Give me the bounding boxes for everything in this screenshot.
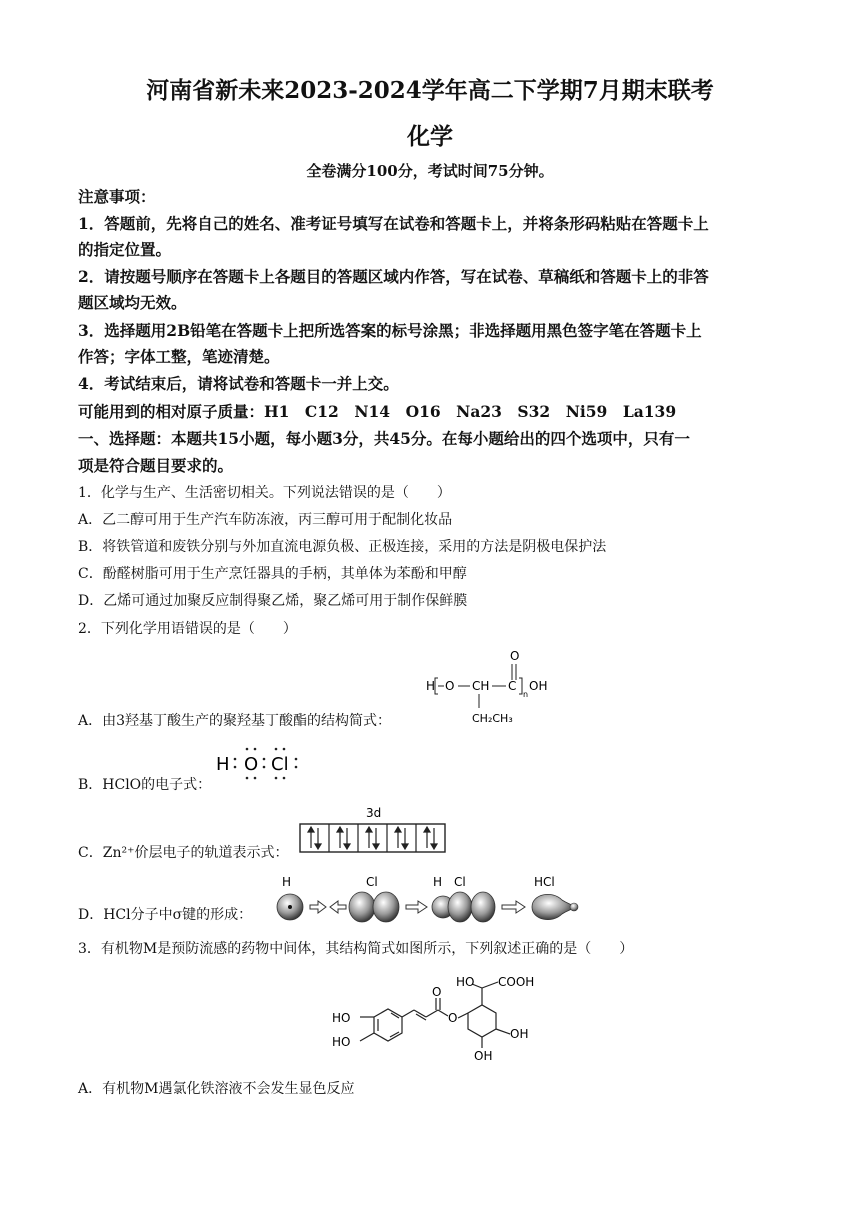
polymer-ethyl: CH₂CH₃ xyxy=(472,712,513,725)
q2-option-b: B．HClO的电子式： xyxy=(78,777,212,793)
q2-option-c: C．Zn²⁺价层电子的轨道表示式： xyxy=(78,845,289,861)
exam-title: 河南省新未来2023-2024学年高二下学期7月期末联考 xyxy=(146,77,714,104)
note-4: 4．考试结束后，请将试卷和答题卡一并上交。 xyxy=(78,374,399,393)
q3-ho-2: HO xyxy=(332,1035,351,1049)
polymer-ch: CH xyxy=(472,679,490,693)
q3-oh-2: OH xyxy=(474,1049,493,1063)
q3-carbonyl-o: O xyxy=(432,985,442,999)
note-3b: 作答；字体工整，笔迹清楚。 xyxy=(78,347,280,366)
q2-stem: 2．下列化学用语错误的是（ ） xyxy=(78,621,297,637)
q2-option-d: D．HCl分子中σ键的形成： xyxy=(78,907,253,923)
note-3a: 3．选择题用2B铅笔在答题卡上把所选答案的标号涂黑；非选择题用黑色签字笔在答题卡上 xyxy=(78,321,702,340)
note-2b: 题区域均无效。 xyxy=(78,293,187,312)
section-heading-1: 一、选择题：本题共15小题，每小题3分，共45分。在每小题给出的四个选项中，只有一 xyxy=(78,429,690,448)
sigma-h-label: H xyxy=(282,875,292,889)
q3-option-a: A．有机物M遇氯化铁溶液不会发生显色反应 xyxy=(78,1081,355,1097)
q3-ho-1: HO xyxy=(332,1011,351,1025)
atomic-masses: 可能用到的相对原子质量：H1 C12 N14 O16 Na23 S32 Ni59 La139 xyxy=(78,402,677,421)
polymer-c: C xyxy=(508,679,517,693)
q3-ester-o: O xyxy=(448,1011,458,1025)
polymer-n: n xyxy=(523,690,529,699)
polymer-o: O xyxy=(445,679,455,693)
notes-heading: 注意事项： xyxy=(78,187,156,206)
q3-cooh: COOH xyxy=(498,975,535,989)
q3-ho-top: HO xyxy=(456,975,475,989)
polymer-oh: OH xyxy=(529,679,548,693)
note-2a: 2．请按题号顺序在答题卡上各题目的答题区域内作答，写在试卷、草稿纸和答题卡上的非答 xyxy=(78,267,709,286)
q1-option-b: B．将铁管道和废铁分别与外加直流电源负极、正极连接，采用的方法是阴极电保护法 xyxy=(78,539,607,555)
q1-option-d: D．乙烯可通过加聚反应制得聚乙烯，聚乙烯可用于制作保鲜膜 xyxy=(78,593,468,609)
polymer-carbonyl-o: O xyxy=(510,649,520,663)
dot-o: O xyxy=(244,754,259,775)
note-1b: 的指定位置。 xyxy=(78,240,172,259)
sigma-cl-label-2: Cl xyxy=(454,875,466,889)
q1-option-a: A．乙二醇可用于生产汽车防冻液，丙三醇可用于配制化妆品 xyxy=(78,512,453,528)
polymer-h: H xyxy=(426,679,436,693)
q3-stem: 3．有机物M是预防流感的药物中间体，其结构简式如图所示，下列叙述正确的是（ ） xyxy=(78,941,634,957)
q3-oh-1: OH xyxy=(510,1027,529,1041)
orbital-label: 3d xyxy=(366,806,382,820)
compound-m-structure xyxy=(322,962,537,1072)
sigma-hcl-label: HCl xyxy=(534,875,555,889)
sigma-h-label-2: H xyxy=(433,875,443,889)
note-1a: 1．答题前，先将自己的姓名、准考证号填写在试卷和答题卡上，并将条形码粘贴在答题卡上 xyxy=(78,214,709,233)
dot-cl: Cl xyxy=(271,754,289,775)
q1-stem: 1．化学与生产、生活密切相关。下列说法错误的是（ ） xyxy=(78,485,451,501)
q2-option-a: A．由3羟基丁酸生产的聚羟基丁酸酯的结构简式： xyxy=(78,713,392,729)
subject-title: 化学 xyxy=(407,123,453,150)
q1-option-c: C．酚醛树脂可用于生产烹饪器具的手柄，其单体为苯酚和甲醇 xyxy=(78,566,467,582)
dot-h: H xyxy=(216,754,230,775)
exam-info: 全卷满分100分，考试时间75分钟。 xyxy=(306,162,554,180)
section-heading-2: 项是符合题目要求的。 xyxy=(78,456,234,475)
sigma-cl-label: Cl xyxy=(366,875,378,889)
